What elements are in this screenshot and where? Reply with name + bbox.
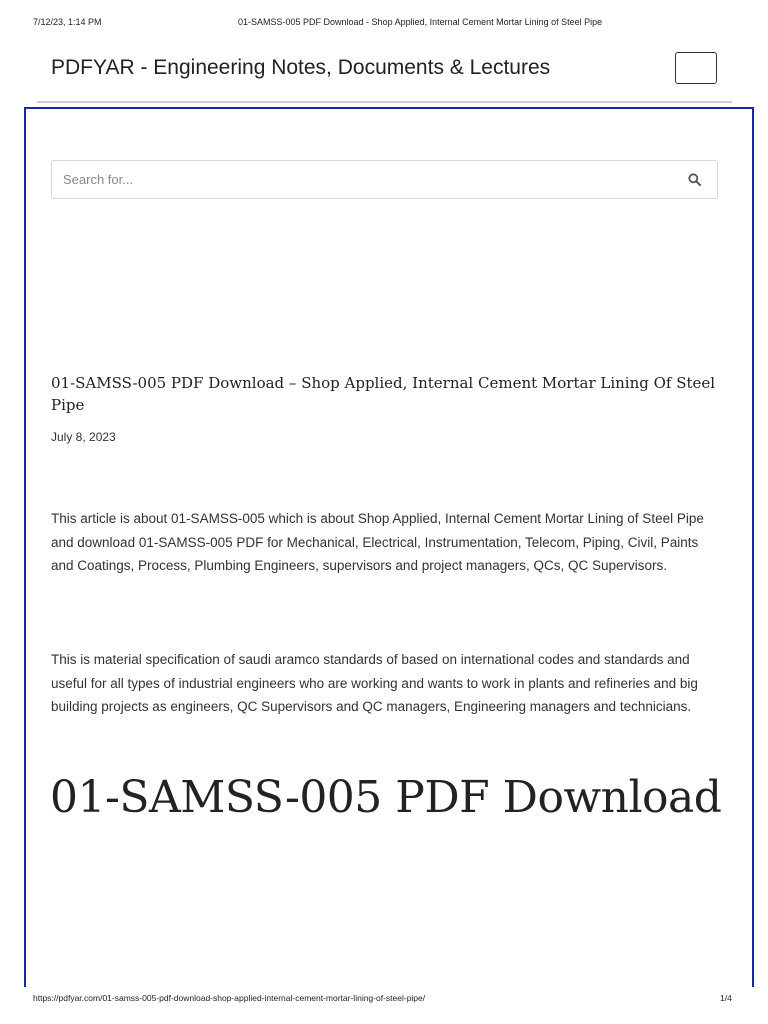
article-title: 01-SAMSS-005 PDF Download – Shop Applied, Internal Cement Mortar Lining Of Steel Pipe <box>51 374 716 414</box>
print-page-number: 1/4 <box>720 993 732 1003</box>
search-input[interactable] <box>52 161 663 198</box>
search-button[interactable] <box>675 161 717 198</box>
print-footer <box>0 993 768 1007</box>
menu-toggle-button[interactable] <box>675 52 717 84</box>
print-page-title: 01-SAMSS-005 PDF Download - Shop Applied, Internal Cement Mortar Lining of Steel Pipe <box>238 17 603 27</box>
article-paragraph-1: This article is about 01-SAMSS-005 which is about Shop Applied, Internal Cement Mortar Lining of Steel Pipe and download 01-SAMSS-005 PDF for Mechanical, Electrical, Instrumentation, Telecom, Piping, Civil, Paints and Coatings, Process, Plumbing Engineers, supervisors and project managers, QCs, QC Supervisors. <box>51 511 704 573</box>
search-icon <box>688 173 701 186</box>
article-date: July 8, 2023 <box>51 430 116 444</box>
search-box <box>51 160 718 199</box>
header-divider <box>37 101 732 103</box>
article-heading: 01-SAMSS-005 PDF Download <box>50 772 722 823</box>
print-header <box>0 17 768 31</box>
print-url: https://pdfyar.com/01-samss-005-pdf-download-shop-applied-internal-cement-mortar-lining-of-steel-pipe/ <box>33 993 426 1003</box>
article-paragraph-2: This is material specification of saudi aramco standards of based on international codes and standards and useful for all types of industrial engineers who are working and wants to work in plants and refineries and big building projects as engineers, QC Supervisors and QC managers, Engineering managers and technicians. <box>51 652 698 714</box>
print-datetime: 7/12/23, 1:14 PM <box>33 17 102 27</box>
site-title-link[interactable]: PDFYAR - Engineering Notes, Documents & Lectures <box>51 56 551 79</box>
